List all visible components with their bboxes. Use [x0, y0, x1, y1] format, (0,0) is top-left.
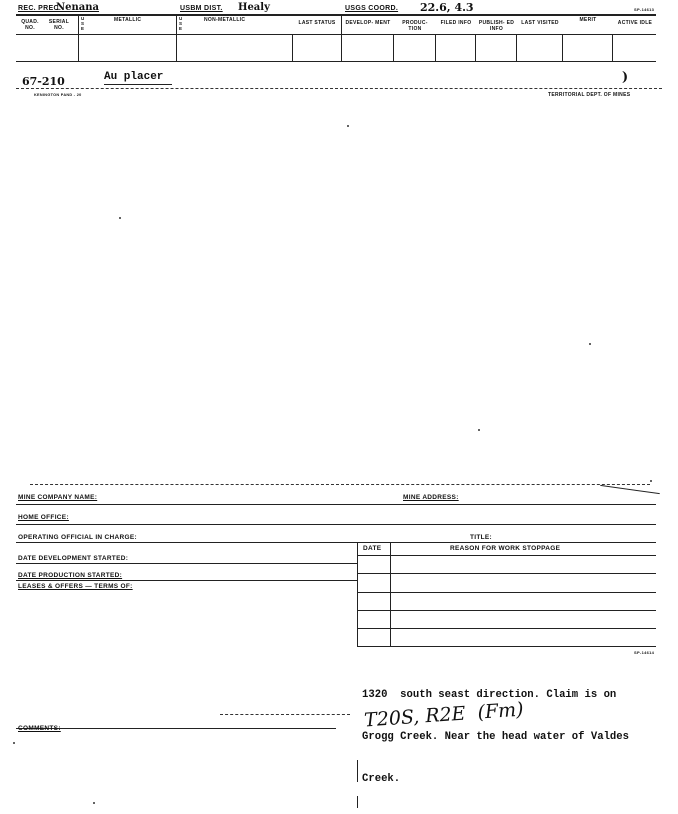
mine-company-name-label: MINE COMPANY NAME: — [18, 494, 98, 501]
printer-label: KENINGTON PAND - 20 — [34, 93, 82, 97]
col-last-visited: LAST VISITED — [521, 20, 559, 26]
leases-label: LEASES & OFFERS — TERMS OF: — [18, 583, 133, 590]
col-quad-no: QUAD. NO. — [21, 19, 39, 31]
date-col-label: DATE — [363, 545, 382, 552]
handwritten-township: T20S, R2E (Fm) — [363, 698, 525, 732]
rec-prec-value: Nenana — [56, 2, 100, 13]
col-merit: MERIT — [579, 17, 597, 23]
territorial-label: TERRITORIAL DEPT. OF MINES — [548, 92, 631, 98]
col-non-metallic: NON-METALLIC — [204, 17, 246, 23]
quad-serial-value: 67-210 — [22, 75, 65, 88]
form-code: SP-14613 — [634, 7, 655, 12]
col-filed-info: FILED INFO — [440, 20, 472, 26]
form-code-2: SP-14614 — [634, 650, 655, 655]
operating-official-label: OPERATING OFFICIAL IN CHARGE: — [18, 534, 137, 541]
usbm-dist-label: USBM DIST. — [180, 5, 223, 12]
col-published-info: PUBLISH- ED INFO — [478, 20, 515, 32]
mine-address-label: MINE ADDRESS: — [403, 494, 459, 501]
usgs-coord-value: 22.6, 4.3 — [420, 1, 474, 14]
active-idle-mark: ) — [622, 70, 629, 85]
usgs-coord-label: USGS COORD. — [345, 5, 399, 12]
comments-label: COMMENTS: — [18, 725, 61, 732]
col-development: DEVELOP- MENT — [345, 20, 391, 26]
col-metallic: METALLIC — [114, 17, 142, 23]
title-label: TITLE: — [470, 534, 493, 541]
typed-line-2: Grogg Creek. Near the head water of Valdes — [362, 731, 630, 743]
col-serial-no: SERIAL NO. — [48, 19, 70, 31]
typed-notes — [362, 660, 629, 814]
home-office-label: HOME OFFICE: — [18, 514, 69, 521]
rec-prec-label: REC. PREC. — [18, 5, 62, 12]
col-use-metallic: U S E — [81, 16, 85, 31]
col-production: PRODUC- TION — [402, 20, 428, 32]
reason-col-label: REASON FOR WORK STOPPAGE — [450, 545, 561, 552]
date-development-label: DATE DEVELOPMENT STARTED: — [18, 555, 129, 562]
usbm-dist-value: Healy — [238, 2, 270, 13]
col-use-nonmetallic: U S E — [179, 16, 183, 31]
date-production-label: DATE PRODUCTION STARTED: — [18, 572, 123, 579]
col-last-status: LAST STATUS — [298, 20, 336, 26]
typed-line-3: Creek. — [362, 773, 401, 785]
metallic-value: Au placer — [104, 71, 164, 83]
typed-line-1: 1320 south seast direction. Claim is on — [362, 689, 617, 701]
col-active-idle: ACTIVE IDLE — [617, 20, 653, 26]
